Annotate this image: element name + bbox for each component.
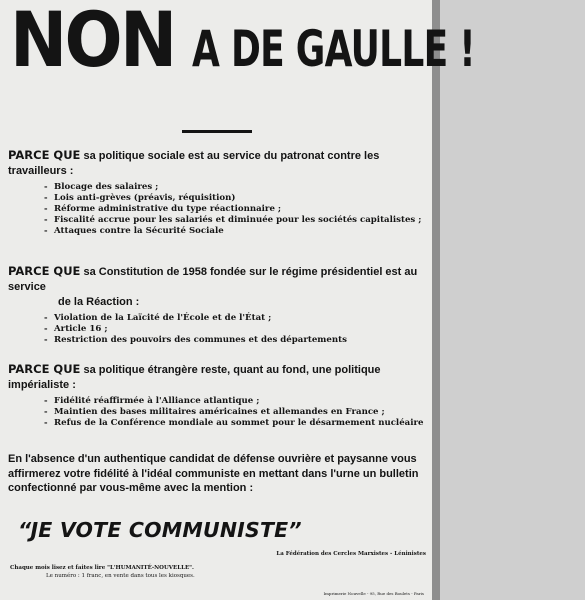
section-lead: PARCE QUE bbox=[8, 362, 81, 376]
title-word-de-gaulle: A DE GAULLE ! bbox=[191, 20, 475, 78]
page-edge bbox=[432, 0, 440, 600]
section-list bbox=[8, 313, 428, 346]
list-item: - Lois anti-grèves (préavis, réquisition) bbox=[44, 193, 428, 204]
printer-credit: Imprimerie Nouvelle - 95, Rue des Boulets - Paris bbox=[323, 591, 424, 596]
poster-title bbox=[10, 0, 585, 84]
section-text: sa politique sociale est au service du patronat contre les travailleurs : bbox=[8, 150, 380, 177]
section-social-policy bbox=[8, 148, 428, 237]
section-heading bbox=[8, 362, 428, 393]
footer-subscription-line: Chaque mois lisez et faites lire "L'HUMANITÉ-NOUVELLE". bbox=[10, 565, 194, 571]
list-item: - Fidélité réaffirmée à l'Alliance atlantique ; bbox=[44, 396, 428, 407]
list-item: - Article 16 ; bbox=[44, 324, 428, 335]
slogan: “JE VOTE COMMUNISTE” bbox=[18, 518, 302, 542]
title-word-non: NON bbox=[10, 0, 175, 84]
section-text-continuation: de la Réaction : bbox=[58, 296, 140, 308]
list-item: - Fiscalité accrue pour les salariés et diminuée pour les sociétés capitalistes ; bbox=[44, 215, 428, 226]
footer-price-line: Le numéro : 1 franc, en vente dans tous les kiosques. bbox=[46, 573, 195, 579]
list-item: - Maintien des bases militaires américaines et allemandes en France ; bbox=[44, 407, 428, 418]
closing-paragraph: En l'absence d'un authentique candidat de défense ouvrière et paysanne vous affirmerez votre fidélité à l'idéal communiste en mettant dans l'urne un bulletin confectionné par vous-même avec la mention : bbox=[8, 453, 419, 494]
list-item: - Attaques contre la Sécurité Sociale bbox=[44, 226, 428, 237]
section-text: sa Constitution de 1958 fondée sur le régime présidentiel est au service bbox=[8, 266, 418, 293]
section-foreign-policy bbox=[8, 362, 428, 429]
section-heading bbox=[8, 264, 428, 310]
section-constitution bbox=[8, 264, 428, 346]
list-item: - Blocage des salaires ; bbox=[44, 182, 428, 193]
list-item: - Violation de la Laïcité de l'École et de l'État ; bbox=[44, 313, 428, 324]
section-lead: PARCE QUE bbox=[8, 264, 81, 278]
section-list bbox=[8, 182, 428, 237]
section-heading bbox=[8, 148, 428, 179]
list-item: - Refus de la Conférence mondiale au sommet pour le désarmement nucléaire bbox=[44, 418, 428, 429]
title-divider bbox=[182, 130, 252, 133]
list-item: - Réforme administrative du type réactionnaire ; bbox=[44, 204, 428, 215]
section-list bbox=[8, 396, 428, 429]
list-item: - Restriction des pouvoirs des communes et des départements bbox=[44, 335, 428, 346]
signature: La Fédération des Cercles Marxistes - Léninistes bbox=[276, 551, 426, 557]
section-lead: PARCE QUE bbox=[8, 148, 81, 162]
section-text: sa politique étrangère reste, quant au fond, une politique impérialiste : bbox=[8, 364, 381, 391]
